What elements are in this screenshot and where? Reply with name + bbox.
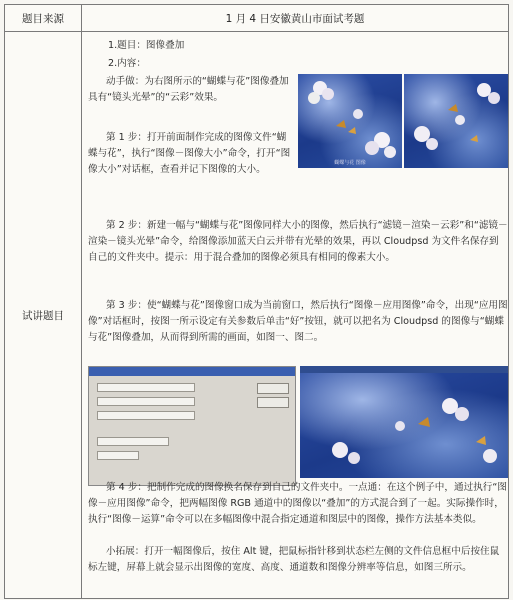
result-flower-icon (300, 366, 508, 478)
tip-paragraph: 小拓展：打开一幅图像后，按住 Alt 键，把鼠标指针移到状态栏左侧的文件信息框中后按住鼠标左键，屏幕上就会显示出图像的宽度、高度、通道数和图像分辨率等信息，如图三所示。 (88, 546, 500, 573)
content-label: 2.内容： (108, 58, 146, 69)
row-label: 试讲题目 (5, 32, 82, 599)
dialog-field (97, 397, 195, 406)
dialog-ok-button (257, 383, 289, 394)
dialog-field (97, 451, 139, 460)
step2-paragraph: 第 2 步：新建一幅与“蝴蝶与花”图像同样大小的图像，然后执行“滤镜－渲染－云彩”和“滤镜－渲染－镜头光晕”命令，给图像添加蓝天白云并带有光晕的效果，再以 Cloudpsd 为文件名保存到自己的文件夹中。提示：用于混合叠加的图像必须具有相同的像素大小。 (88, 220, 508, 263)
step3-paragraph: 第 3 步：使“蝴蝶与花”图像窗口成为当前窗口，然后执行“图像－应用图像”命令，出现“应用图像”对话框时，按图一所示设定有关参数后单击“好”按钮，就可以把名为 Cloudpsd 的图像与“蝴蝶与花”图像叠加，从而得到所需的画面，如图一、图二。 (88, 300, 508, 343)
source-label: 题目来源 (5, 5, 82, 32)
content-row (5, 32, 509, 599)
source-value: 1 月 4 日安徽黄山市面试考题 (82, 5, 509, 32)
flower-decoration-icon (298, 74, 402, 168)
header-row (5, 5, 509, 32)
step1-paragraph: 第 1 步：打开前面制作完成的图像文件“蝴蝶与花”，执行“图像－图像大小”命令，打开“图像大小”对话框，查看并记下图像的大小。 (88, 132, 291, 175)
blended-result-image (404, 74, 508, 168)
step4-paragraph: 第 4 步：把制作完成的图像换名保存到自己的文件夹中。一点通：在这个例子中，通过执行“图像－应用图像”命令，把两幅图像 RGB 通道中的图像以“叠加”的方式混合到了一起。实际操作时，执行“图像－运算”命令可以在多幅图像中混合指定通道和图层中的图像，操作方法基本类似。 (88, 482, 507, 525)
blended-flower-icon (404, 74, 508, 168)
dialog-field (97, 437, 169, 446)
dialog-titlebar (89, 367, 295, 376)
butterfly-flower-image (298, 74, 402, 168)
dialog-cancel-button (257, 397, 289, 408)
document-sheet (4, 4, 509, 596)
apply-image-dialog-figure (88, 366, 296, 486)
dialog-field (97, 411, 195, 420)
question-table (4, 4, 509, 599)
content-area (82, 32, 512, 598)
title-line: 1.题目：图像叠加 (108, 40, 185, 51)
content-cell (82, 32, 509, 599)
figure-caption: 蝴蝶与花 图像 (334, 160, 366, 166)
result-image-figure (300, 366, 508, 478)
dialog-field (97, 383, 195, 392)
intro-paragraph: 动手做：为右图所示的“蝴蝶与花”图像叠加具有“镜头光晕”的“云彩”效果。 (88, 76, 289, 103)
